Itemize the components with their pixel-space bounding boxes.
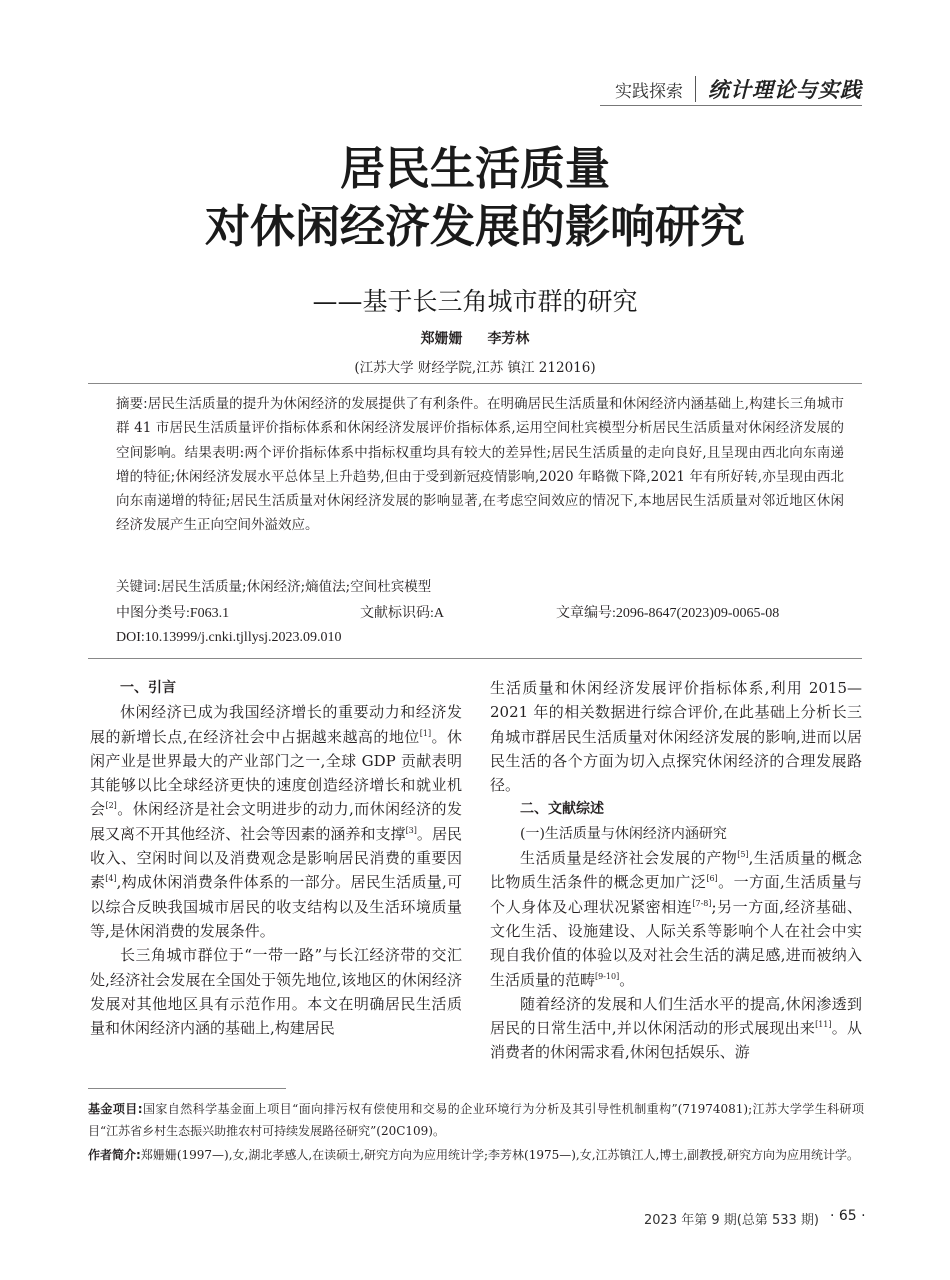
- author-bio-label: 作者简介:: [88, 1148, 141, 1162]
- paper-title: [0, 140, 950, 256]
- citation: [1]: [419, 728, 432, 738]
- section-heading-intro: 一、引言: [120, 680, 176, 696]
- page-number: · 65 ·: [830, 1208, 866, 1224]
- footnote-rule: [88, 1088, 286, 1089]
- citation: [4]: [105, 874, 117, 884]
- body-column-left: [90, 676, 462, 1040]
- document-code: 文献标识码:A: [360, 606, 444, 621]
- citation: [6]: [706, 874, 718, 884]
- author-2: 李芳林: [487, 331, 530, 347]
- issue-info: 2023 年第 9 期(总第 533 期): [644, 1213, 819, 1228]
- journal-name: 统计理论与实践: [708, 78, 862, 102]
- doi: DOI:10.13999/j.cnki.tjllysj.2023.09.010: [116, 630, 342, 645]
- subsection-heading: (一)生活质量与休闲经济内涵研究: [520, 825, 727, 842]
- body-column-right: [490, 676, 862, 1065]
- abstract-text: 居民生活质量的提升为休闲经济的发展提供了有利条件。在明确居民生活质量和休闲经济内涵基础上,构建长三角城市群 41 市居民生活质量评价指标体系和休闲经济发展评价指标体系,运用空间杜宾模型分析居民生活质量对休闲经济发展的空间影响。结果表明:两个评价指标体系中指标权重均具有较大的差异性;居民生活质量的走向良好,且呈现由西北向东南递增的特征;休闲经济发展水平总体呈上升趋势,但由于受到新冠疫情影响,2020 年略微下降,2021 年有所好转,亦呈现由西北向东南递增的特征;居民生活质量对休闲经济发展的影响显著,在考虑空间效应的情况下,本地居民生活质量对邻近地区休闲经济发展产生正向空间外溢效应。: [116, 396, 844, 534]
- affiliation: (江苏大学 财经学院,江苏 镇江 212016): [354, 360, 596, 376]
- author-1: 郑姗姗: [420, 331, 463, 347]
- keywords-label: 关键词:: [116, 579, 162, 595]
- abstract: [116, 392, 844, 538]
- footnote-funding: [88, 1098, 864, 1142]
- citation: [11]: [815, 1020, 832, 1030]
- abstract-label: 摘要:: [116, 396, 148, 412]
- citation: [9-10]: [595, 971, 620, 981]
- authors: [0, 328, 950, 348]
- running-header: [615, 74, 862, 104]
- title-line-1: 居民生活质量: [339, 142, 610, 195]
- section-heading-literature: 二、文献综述: [520, 801, 604, 818]
- title-line-2: 对休闲经济发展的影响研究: [204, 200, 745, 253]
- article-number: 文章编号:2096-8647(2023)09-0065-08: [556, 606, 780, 621]
- header-rule: [600, 105, 862, 106]
- author-bio-text: 郑姗姗(1997—),女,湖北孝感人,在读硕士,研究方向为应用统计学;李芳林(1975—),女,江苏镇江人,博士,副教授,研究方向为应用统计学。: [140, 1148, 859, 1162]
- keywords-text: 居民生活质量;休闲经济;熵值法;空间杜宾模型: [161, 579, 432, 595]
- citation: [5]: [737, 850, 749, 860]
- citation: [2]: [105, 801, 117, 811]
- header-divider: [695, 76, 696, 102]
- paper-subtitle: ——基于长三角城市群的研究: [312, 287, 638, 316]
- paragraph: 长三角城市群位于“一带一路”与长江经济带的交汇处,经济社会发展在全国处于领先地位,该地区的休闲经济发展对其他地区具有示范作用。本文在明确居民生活质量和休闲经济内涵的基础上,构建居民: [90, 946, 462, 1038]
- citation: [7-8]: [692, 898, 712, 908]
- paragraph: 生活质量和休闲经济发展评价指标体系,利用 2015—2021 年的相关数据进行综合评价,在此基础上分析长三角城市群居民生活质量对休闲经济发展的影响,进而以居民生活的各个方面为切入点探究休闲经济的合理发展路径。: [490, 679, 862, 795]
- funding-text: 国家自然科学基金面上项目“面向排污权有偿使用和交易的企业环境行为分析及其引导性机制重构”(71974081);江苏大学学生科研项目“江苏省乡村生态振兴助推农村可持续发展路径研究”(20C109)。: [88, 1102, 864, 1138]
- funding-label: 基金项目:: [88, 1102, 143, 1116]
- paragraph: 休闲经济已成为我国经济增长的重要动力和经济发展的新增长点,在经济社会中占据越来越高的地位[1]。休闲产业是世界最大的产业部门之一,全球 GDP 贡献表明其能够以比全球经济更快的速度创造经济增长和就业机会[2]。休闲经济是社会文明进步的动力,而休闲经济的发展又离不开其他经济、社会等因素的涵养和支撑[3]。居民收入、空闲时间以及消费观念是影响居民消费的重要因素[4],构成休闲消费条件体系的一部分。居民生活质量,可以综合反映我国城市居民的收支结构以及生活环境质量等,是休闲消费的发展条件。: [90, 703, 462, 940]
- paragraph: 生活质量是经济社会发展的产物[5],生活质量的概念比物质生活条件的概念更加广泛[6]。一方面,生活质量与个人身体及心理状况紧密相连[7-8];另一方面,经济基础、文化生活、设施建设、人际关系等影响个人在社会中实现自我价值的体验以及对社会生活的满足感,进而被纳入生活质量的范畴[9-10]。: [490, 849, 862, 989]
- keywords: [116, 575, 431, 595]
- citation: [3]: [405, 825, 417, 835]
- clc-number: 中图分类号:F063.1: [116, 606, 230, 621]
- abstract-top-rule: [88, 383, 862, 384]
- footnote-author-bio: [88, 1144, 864, 1166]
- paragraph: 随着经济的发展和人们生活水平的提高,休闲渗透到居民的日常生活中,并以休闲活动的形式展现出来[11]。从消费者的休闲需求看,休闲包括娱乐、游: [490, 994, 862, 1062]
- section-label: 实践探索: [615, 81, 683, 102]
- abstract-bottom-rule: [88, 658, 862, 659]
